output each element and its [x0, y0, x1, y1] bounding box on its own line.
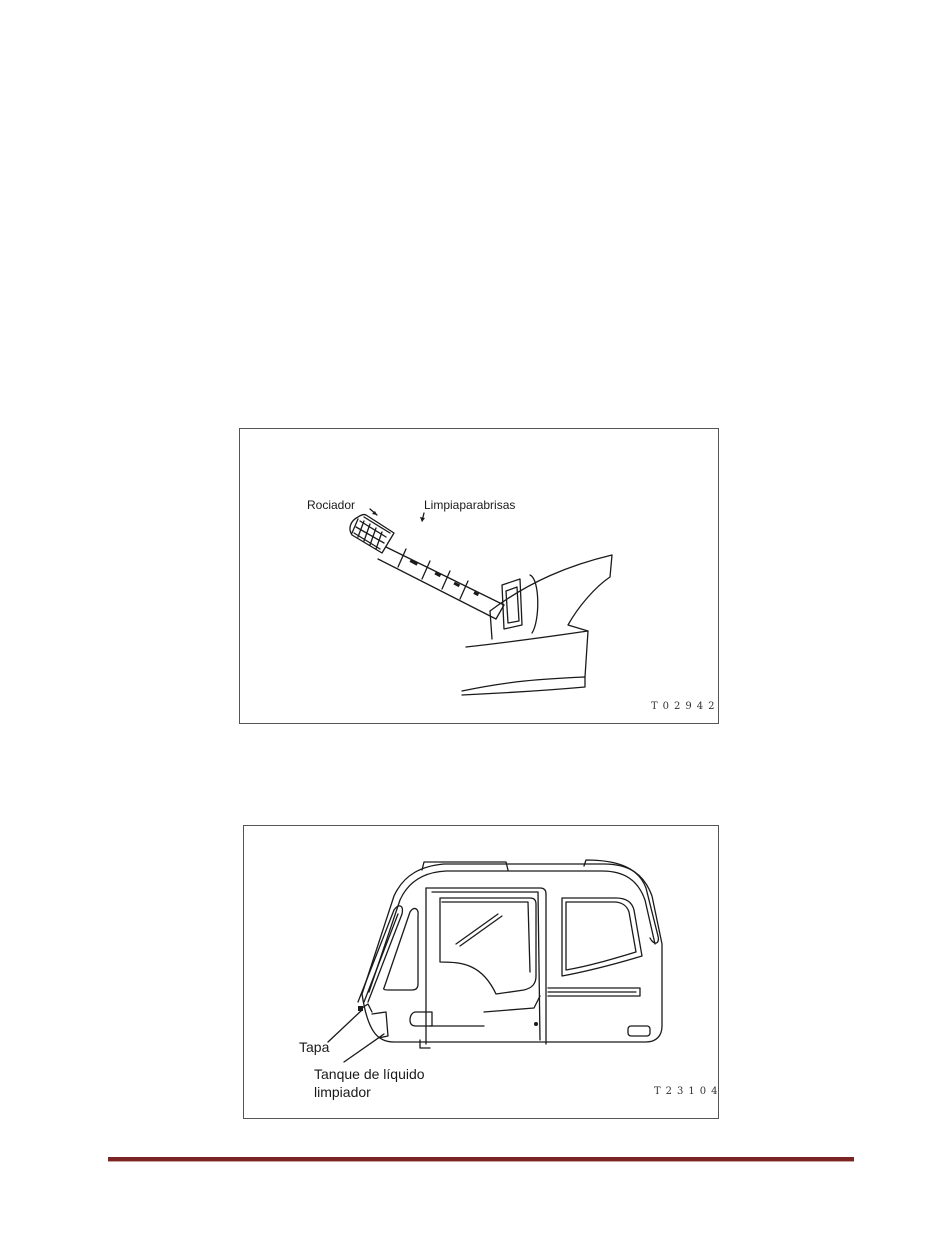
- figure-code: T23104: [654, 1086, 723, 1097]
- wiper-lever-illustration: [240, 429, 718, 723]
- cab-figure: [243, 825, 723, 1119]
- tank-label-line2: limpiador: [314, 1084, 371, 1100]
- cap-label: Tapa: [299, 1039, 330, 1055]
- tank-label-line1: Tanque de líquido: [314, 1066, 425, 1082]
- figure-code: T02942: [651, 701, 720, 712]
- washer-label: Rociador: [307, 498, 356, 512]
- footer-divider: [108, 1157, 854, 1162]
- wiper-lever-figure: [239, 428, 719, 724]
- wiper-label: Limpiaparabrisas: [424, 498, 516, 512]
